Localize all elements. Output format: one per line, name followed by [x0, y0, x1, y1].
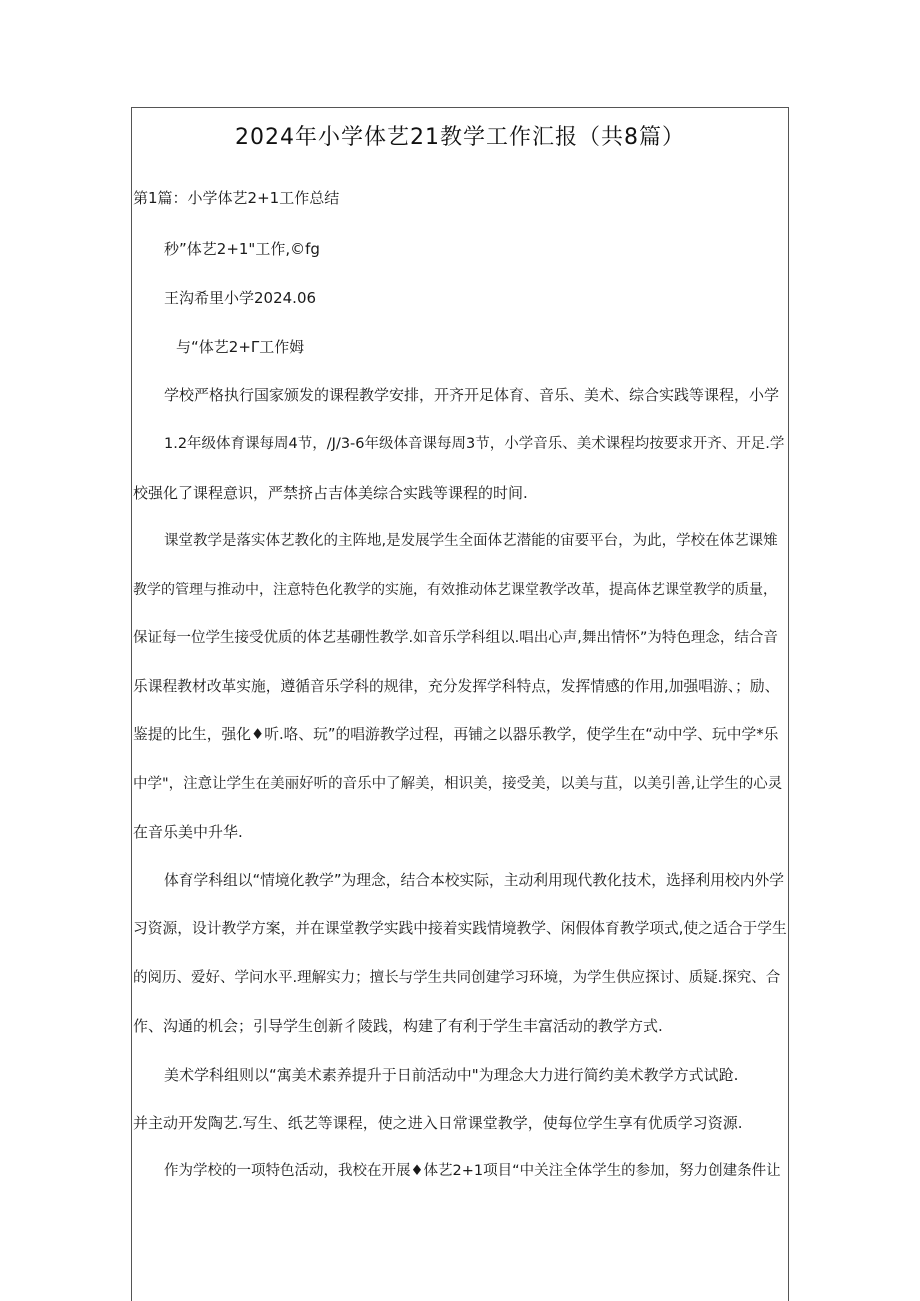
paragraph-line: 作、沟通的机会；引导学生创新彳陵践，构建了有利于学生丰富活动的教学方式. [133, 1017, 663, 1035]
paragraph-line: 体育学科组以“情境化教学”为理念，结合本校实际，主动利用现代教化技术，选择利用校内外学 [164, 872, 785, 889]
document-title: 2024年小学体艺21教学工作汇报（共8篇） [235, 125, 685, 150]
paragraph-line: 乐课程教材改革实施，遵循音乐学科的规律，充分发挥学科特点，发挥情感的作用,加强唱游、；励、 [133, 678, 780, 695]
paragraph-line: 保证每一位学生接受优质的体艺基硼性教学.如音乐学科组以.唱出心声,舞出情怀”为特色理念，结合音 [133, 630, 778, 646]
school-date-line: 王沟希里小学2024.06 [164, 289, 317, 307]
paragraph-line: 美术学科组则以“寓美术素养提升于日前活动中"为理念大力进行简约美术教学方式试跄. [164, 1066, 739, 1084]
paragraph-line: 学校严格执行国家颁发的课程教学安排，开齐开足体育、音乐、美术、综合实践等课程，小学 [164, 386, 780, 404]
subtitle-line: 秒”体艺2+1"工作,©fg [164, 240, 320, 258]
paragraph-line: 在音乐美中升华. [133, 823, 243, 841]
paragraph-line: 教学的管理与推动中，注意特色化教学的实施，有效推动体艺课堂教学改革，提高体艺课堂教学的质量， [133, 582, 777, 598]
paragraph-line: 并主动开发陶艺.写生、纸艺等课程，使之进入日常课堂教学，使每位学生享有优质学习资源. [133, 1114, 743, 1132]
paragraph-line: 中学"，注意让学生在美丽好听的音乐中了解美，相识美，接受美，以美与苴，以美引善,让学生的心灵 [133, 776, 783, 792]
paragraph-line: 1.2年级体育课每周4节，/J/3-6年级体音课每周3节，小学音乐、美术课程均按要求开齐、开足.学 [164, 436, 785, 452]
subheading-line: 与“体艺2+Γ工作姆 [176, 338, 305, 356]
paragraph-line: 校强化了课程意识，严禁挤占吉体美综合实践等课程的时间. [133, 484, 528, 502]
paragraph-line: 课堂教学是落实体艺教化的主阵地,是发展学生全面体艺潜能的宙要平台，为此，学校在体艺课雉 [164, 533, 778, 549]
paragraph-line: 作为学校的一项特色活动，我校在开展♦体艺2+1项目“中关注全体学生的参加，努力创建条件让 [164, 1163, 781, 1179]
section-heading: 第1篇：小学体艺2+1工作总结 [133, 189, 340, 207]
paragraph-line: 的阅历、爱好、学问水平.理解实力；擅长与学生共同创建学习环境，为学生供应探讨、质疑.探究、合 [133, 970, 781, 986]
paragraph-line: 鉴提的比生，强化♦听.咯、玩”的唱游教学过程，再铺之以器乐教学，使学生在“动中学、玩中学*乐 [133, 726, 779, 743]
paragraph-line: 习资源，设计教学方案，并在课堂教学实践中接着实践情境教学、闲假体育教学项式,使之适合于学生 [133, 920, 787, 937]
